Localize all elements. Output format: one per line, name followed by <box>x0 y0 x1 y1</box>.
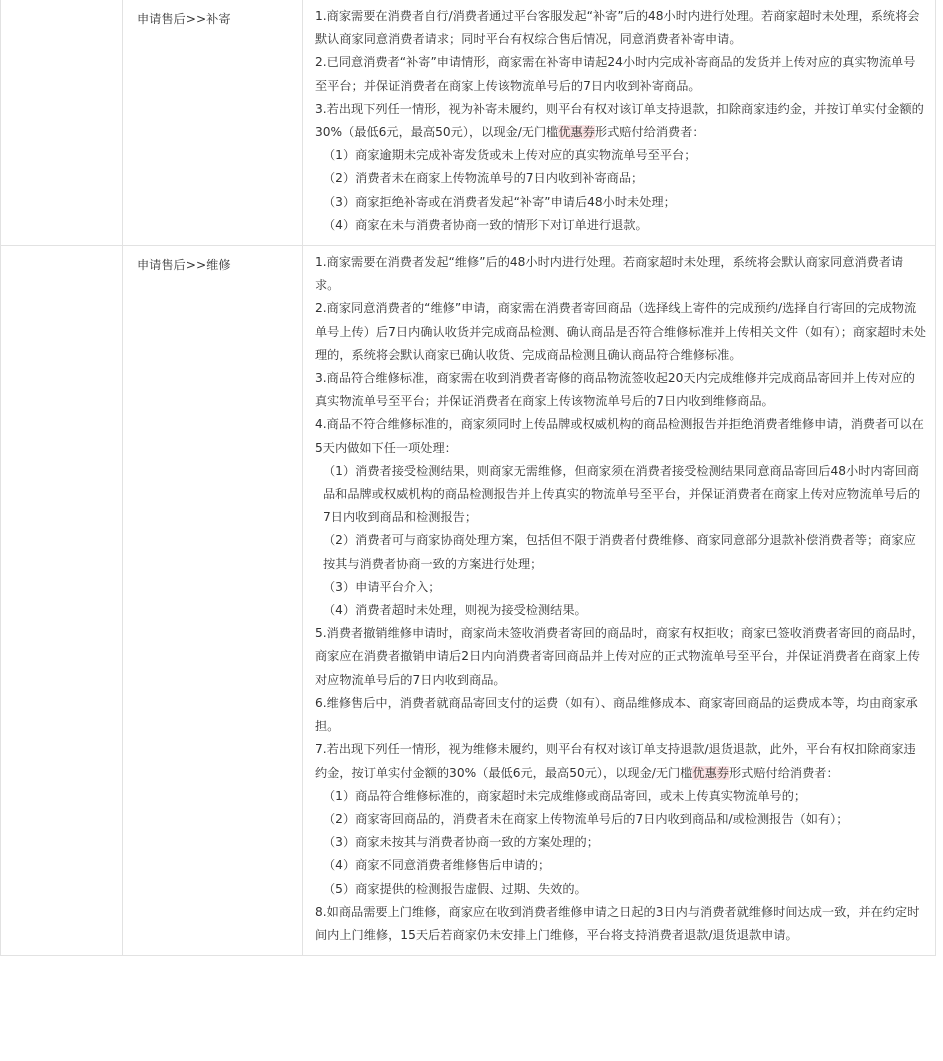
highlighted-term: 优惠券 <box>692 765 729 780</box>
rule-content-cell <box>303 0 936 246</box>
rule-clause: 2.商家同意消费者的“维修”申请，商家需在消费者寄回商品（选择线上寄件的完成预约/选择自行寄回的完成物流单号上传）后7日内确认收货并完成商品检测、确认商品是否符合维修标准并上传相关文件（如有）；商家超时未处理的，系统将会默认商家已确认收货、完成商品检测且确认商品符合维修标准。 <box>315 301 927 362</box>
blank-category-cell <box>1 0 123 246</box>
rule-clause: 5.消费者撤销维修申请时，商家尚未签收消费者寄回的商品时，商家有权拒收；商家已签收消费者寄回的商品时，商家应在消费者撤销申请后2日内向消费者寄回商品并上传对应的正式物流单号至平台，并保证消费者在商家上传对应物流单号后的7日内收到商品。 <box>315 626 924 687</box>
rule-sub-clause: （3）商家未按其与消费者协商一致的方案处理的； <box>323 835 599 850</box>
rule-clause: 3.商品符合维修标准，商家需在收到消费者寄修的商品物流签收起20天内完成维修并完成商品寄回并上传对应的真实物流单号至平台；并保证消费者在商家上传该物流单号后的7日内收到维修商品。 <box>315 371 915 409</box>
rule-content-cell <box>303 246 936 956</box>
rule-sub-clause: （1）商品符合维修标准的，商家超时未完成维修或商品寄回，或未上传真实物流单号的； <box>323 788 807 803</box>
rule-clause: 1.商家需要在消费者发起“维修”后的48小时内进行处理。若商家超时未处理，系统将会默认商家同意消费者请求。 <box>315 255 904 293</box>
rule-type-label: 申请售后>>补寄 <box>137 12 231 26</box>
rule-type-label: 申请售后>>维修 <box>137 258 231 273</box>
rule-sub-clause: （3）商家拒绝补寄或在消费者发起“补寄”申请后48小时未处理； <box>323 194 676 209</box>
table-row <box>1 0 936 246</box>
rule-sub-clause: （2）消费者可与商家协商处理方案，包括但不限于消费者付费维修、商家同意部分退款补偿消费者等；商家应按其与消费者协商一致的方案进行处理； <box>323 533 916 571</box>
rule-clause: 1.商家需要在消费者自行/消费者通过平台客服发起“补寄”后的48小时内进行处理。若商家超时未处理，系统将会默认商家同意消费者请求；同时平台有权综合售后情况，同意消费者补寄申请。 <box>315 9 920 47</box>
table-row <box>1 246 936 956</box>
rule-clause <box>315 738 927 784</box>
rule-type-cell <box>123 246 303 956</box>
rule-sub-clause: （2）商家寄回商品的，消费者未在商家上传物流单号后的7日内收到商品和/或检测报告（如有）； <box>323 811 849 826</box>
rule-sub-clause: （4）商家在未与消费者协商一致的情形下对订单进行退款。 <box>323 217 648 232</box>
rule-clause: 4.商品不符合维修标准的，商家须同时上传品牌或权威机构的商品检测报告并拒绝消费者维修申请，消费者可以在5天内做如下任一项处理： <box>315 417 924 455</box>
clause-text: 形式赔付给消费者： <box>728 765 839 780</box>
clause-text: 3.若出现下列任一情形，视为补寄未履约，则平台有权对该订单支持退款，扣除商家违约金，并按订单实付金额的30%（最低6元，最高50元），以现金/无门槛 <box>315 101 924 140</box>
rule-type-cell <box>123 0 303 246</box>
blank-category-cell <box>1 246 123 956</box>
rule-clause: 8.如商品需要上门维修，商家应在收到消费者维修申请之日起的3日内与消费者就维修时间达成一致，并在约定时间内上门维修，15天后若商家仍未安排上门维修，平台将支持消费者退款/退货退款申请。 <box>315 904 920 942</box>
rule-sub-clause: （3）申请平台介入； <box>323 579 441 594</box>
rule-sub-clause: （2）消费者未在商家上传物流单号的7日内收到补寄商品； <box>323 171 644 186</box>
rule-sub-clause: （5）商家提供的检测报告虚假、过期、失效的。 <box>323 881 587 896</box>
rule-sub-clause: （4）消费者超时未处理，则视为接受检测结果。 <box>323 603 587 618</box>
rule-sub-clause: （1）消费者接受检测结果，则商家无需维修，但商家须在消费者接受检测结果同意商品寄回后48小时内寄回商品和品牌或权威机构的商品检测报告并上传真实的物流单号至平台，并保证消费者在商家上传对应物流单号后的7日内收到商品和检测报告； <box>323 463 921 525</box>
rule-sub-clause: （1）商家逾期未完成补寄发货或未上传对应的真实物流单号至平台； <box>323 148 697 163</box>
rule-clause <box>315 98 927 144</box>
highlighted-term: 优惠券 <box>558 125 595 140</box>
rule-sub-clause: （4）商家不同意消费者维修售后申请的； <box>323 858 551 873</box>
rule-clause: 6.维修售后中，消费者就商品寄回支付的运费（如有）、商品维修成本、商家寄回商品的运费成本等，均由商家承担。 <box>315 695 918 734</box>
rule-clause: 2.已同意消费者“补寄”申请情形，商家需在补寄申请起24小时内完成补寄商品的发货并上传对应的真实物流单号至平台；并保证消费者在商家上传该物流单号后的7日内收到补寄商品。 <box>315 55 916 93</box>
clause-text: 形式赔付给消费者： <box>594 125 705 140</box>
clause-text: 7.若出现下列任一情形，视为维修未履约，则平台有权对该订单支持退款/退货退款，此外，平台有权扣除商家违约金，按订单实付金额的30%（最低6元，最高50元），以现金/无门槛 <box>315 742 916 780</box>
